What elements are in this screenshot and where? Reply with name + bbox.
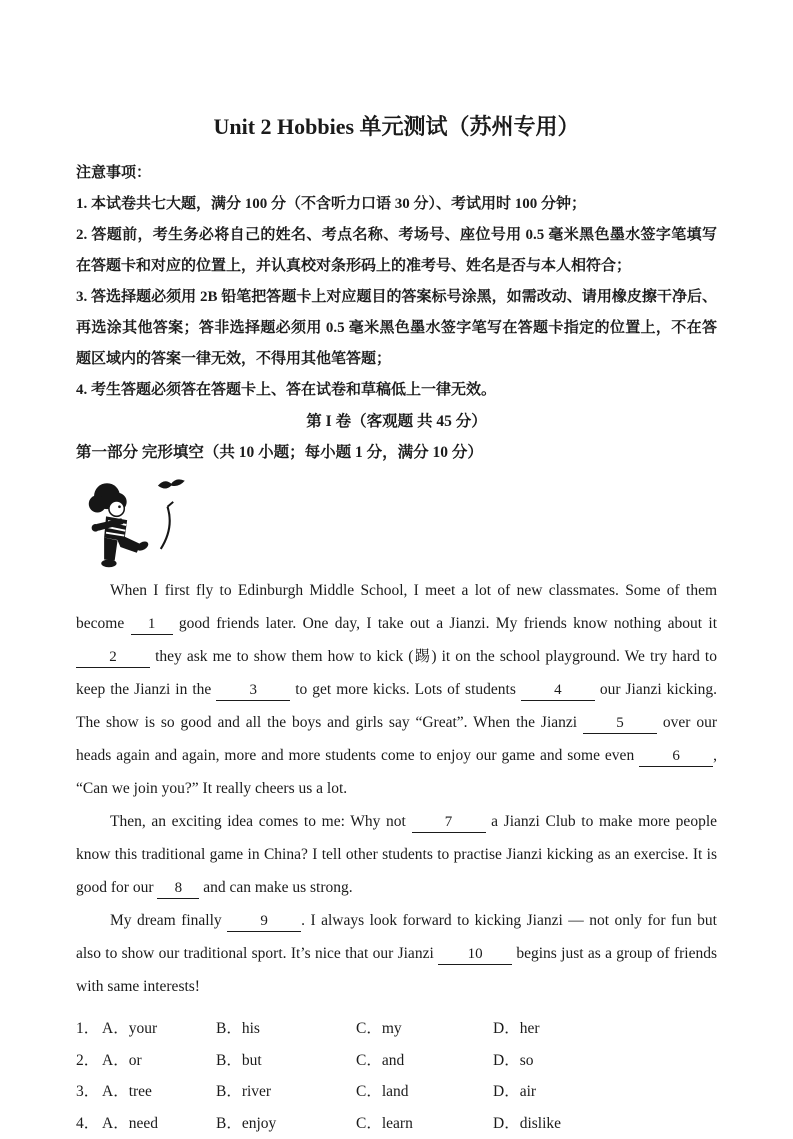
- option-d: D．so: [493, 1045, 717, 1077]
- cloze-blank-8: 8: [157, 879, 199, 899]
- passage-paragraph: Then, an exciting idea comes to me: Why not 7 a Jianzi Club to make more people know this traditional game in China? I tell other students to practise Jianzi kicking as an exercise. It is good for our 8 and can make us strong.: [76, 805, 717, 904]
- volume-1-heading: 第 I 卷（客观题 共 45 分）: [76, 406, 717, 437]
- notice-heading: 注意事项：: [76, 158, 717, 189]
- cloze-blank-7: 7: [412, 813, 486, 833]
- option-b: B．enjoy: [216, 1108, 356, 1139]
- option-b: B．his: [216, 1013, 356, 1045]
- cloze-blank-4: 4: [521, 681, 595, 701]
- notice-item-3: 3. 答选择题必须用 2B 铅笔把答题卡上对应题目的答案标号涂黑，如需改动、请用橡皮擦干净后、再选涂其他答案；答非选择题必须用 0.5 毫米黑色墨水签字笔写在答题卡指定的位置上，不在答题区域内的答案一律无效，不得用其他笔答题；: [76, 282, 717, 375]
- notice-section: [76, 158, 717, 406]
- question-row: [76, 1013, 717, 1045]
- option-c: C．learn: [356, 1108, 493, 1139]
- question-number: 3．: [76, 1076, 102, 1108]
- option-b: B．but: [216, 1045, 356, 1077]
- question-number: 1．: [76, 1013, 102, 1045]
- cloze-blank-9: 9: [227, 912, 301, 932]
- option-d: D．dislike: [493, 1108, 717, 1139]
- option-c: C．land: [356, 1076, 493, 1108]
- question-row: [76, 1108, 717, 1139]
- option-a: A．or: [102, 1045, 216, 1077]
- option-d: D．air: [493, 1076, 717, 1108]
- cloze-blank-2: 2: [76, 648, 150, 668]
- cloze-passage: [76, 574, 717, 1003]
- question-number: 2．: [76, 1045, 102, 1077]
- document-title: Unit 2 Hobbies 单元测试（苏州专用）: [76, 112, 717, 142]
- boy-kicking-jianzi-icon: [82, 476, 204, 572]
- question-list: [76, 1013, 717, 1139]
- question-row: [76, 1076, 717, 1108]
- cloze-blank-5: 5: [583, 714, 657, 734]
- question-row: [76, 1045, 717, 1077]
- notice-item-1: 1. 本试卷共七大题，满分 100 分（不含听力口语 30 分）、考试用时 100 分钟；: [76, 189, 717, 220]
- cloze-blank-1: 1: [131, 615, 173, 635]
- option-c: C．my: [356, 1013, 493, 1045]
- passage-paragraph: When I first fly to Edinburgh Middle School, I meet a lot of new classmates. Some of them become 1 good friends later. One day, I take out a Jianzi. My friends know nothing about it 2 they ask me to show them how to kick (踢) it on the school playground. We try hard to keep the Jianzi in the 3 to get more kicks. Lots of students 4 our Jianzi kicking. The show is so good and all the boys and girls say “Great”. When the Jianzi 5 over our heads again and again, more and more students come to enjoy our game and some even 6 , “Can we join you?” It really cheers us a lot.: [76, 574, 717, 805]
- option-a: A．need: [102, 1108, 216, 1139]
- option-c: C．and: [356, 1045, 493, 1077]
- option-b: B．river: [216, 1076, 356, 1108]
- part-1-cloze-heading: 第一部分 完形填空（共 10 小题；每小题 1 分，满分 10 分）: [76, 437, 717, 468]
- passage-paragraph: My dream finally 9 . I always look forward to kicking Jianzi — not only for fun but also to show our traditional sport. It’s nice that our Jianzi 10 begins just as a group of friends with same interests!: [76, 904, 717, 1003]
- cloze-blank-6: 6: [639, 747, 713, 767]
- option-a: A．tree: [102, 1076, 216, 1108]
- boy-kicking-jianzi-illustration: [82, 476, 204, 572]
- notice-item-2: 2. 答题前，考生务必将自己的姓名、考点名称、考场号、座位号用 0.5 毫米黑色墨水签字笔填写在答题卡和对应的位置上，并认真校对条形码上的准考号、姓名是否与本人相符合；: [76, 220, 717, 282]
- cloze-blank-10: 10: [438, 945, 512, 965]
- cloze-blank-3: 3: [216, 681, 290, 701]
- question-number: 4．: [76, 1108, 102, 1139]
- option-a: A．your: [102, 1013, 216, 1045]
- notice-item-4: 4. 考生答题必须答在答题卡上、答在试卷和草稿低上一律无效。: [76, 375, 717, 406]
- option-d: D．her: [493, 1013, 717, 1045]
